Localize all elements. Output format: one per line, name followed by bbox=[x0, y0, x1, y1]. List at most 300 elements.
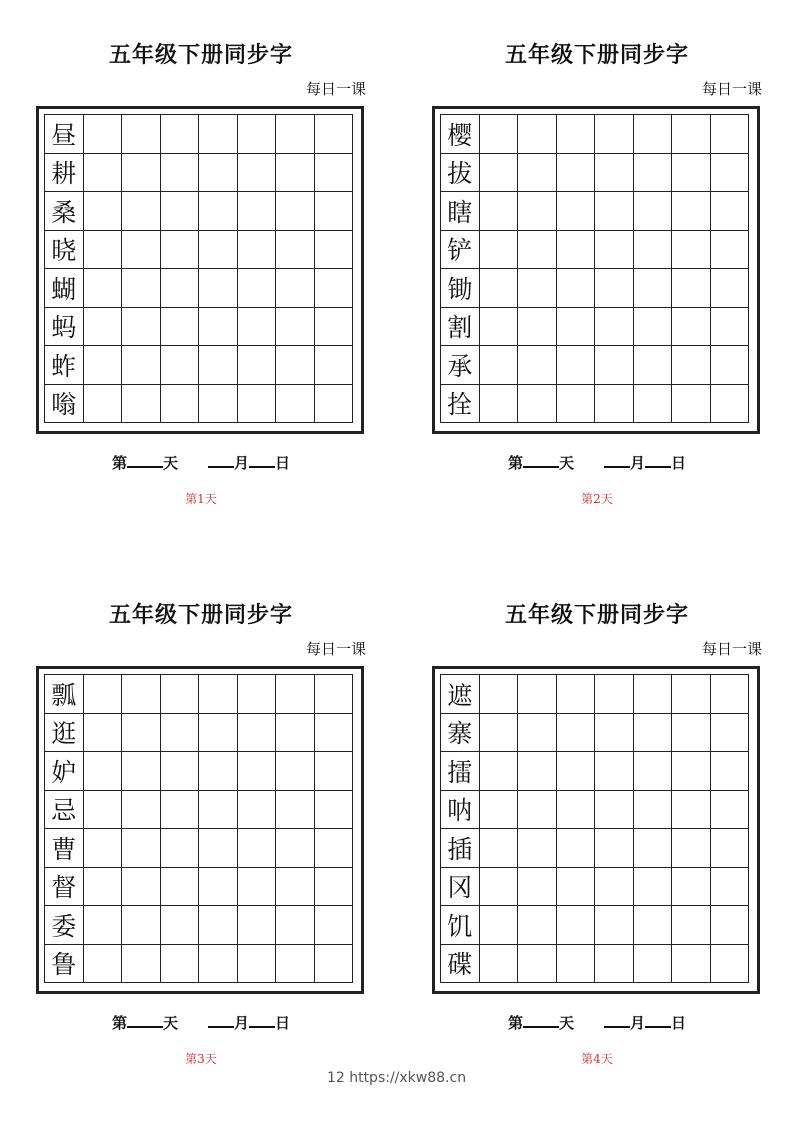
practice-cell[interactable] bbox=[122, 269, 161, 308]
practice-cell[interactable] bbox=[518, 945, 557, 984]
model-char-cell: 樱 bbox=[441, 115, 480, 154]
writing-grid-box bbox=[36, 666, 364, 994]
model-char-cell: 拔 bbox=[441, 154, 480, 193]
model-char-cell: 忌 bbox=[45, 791, 84, 830]
practice-cell[interactable] bbox=[634, 829, 673, 868]
practice-cell[interactable] bbox=[595, 346, 634, 385]
practice-cell[interactable] bbox=[672, 308, 711, 347]
practice-cell[interactable] bbox=[672, 752, 711, 791]
practice-cell[interactable] bbox=[595, 945, 634, 984]
practice-cell[interactable] bbox=[238, 829, 277, 868]
practice-cell[interactable] bbox=[238, 115, 277, 154]
practice-cell[interactable] bbox=[557, 714, 596, 753]
practice-cell[interactable] bbox=[84, 308, 123, 347]
date-line bbox=[36, 1012, 366, 1033]
practice-cell[interactable] bbox=[276, 752, 315, 791]
practice-cell[interactable] bbox=[595, 154, 634, 193]
model-char-cell: 蚂 bbox=[45, 308, 84, 347]
practice-cell[interactable] bbox=[557, 945, 596, 984]
practice-cell[interactable] bbox=[595, 115, 634, 154]
practice-cell[interactable] bbox=[315, 868, 354, 907]
practice-cell[interactable] bbox=[238, 192, 277, 231]
practice-cell[interactable] bbox=[199, 752, 238, 791]
practice-cell[interactable] bbox=[557, 829, 596, 868]
practice-cell[interactable] bbox=[518, 231, 557, 270]
practice-cell[interactable] bbox=[276, 945, 315, 984]
practice-cell[interactable] bbox=[557, 346, 596, 385]
practice-cell[interactable] bbox=[315, 269, 354, 308]
practice-cell[interactable] bbox=[161, 675, 200, 714]
practice-cell[interactable] bbox=[634, 269, 673, 308]
practice-cell[interactable] bbox=[122, 829, 161, 868]
practice-cell[interactable] bbox=[238, 269, 277, 308]
practice-cell[interactable] bbox=[238, 945, 277, 984]
practice-cell[interactable] bbox=[672, 714, 711, 753]
practice-cell[interactable] bbox=[518, 269, 557, 308]
page-footer: 12 https://xkw88.cn bbox=[326, 1070, 467, 1086]
model-char-cell: 饥 bbox=[441, 906, 480, 945]
practice-cell[interactable] bbox=[634, 675, 673, 714]
practice-cell[interactable] bbox=[276, 154, 315, 193]
model-char-cell: 插 bbox=[441, 829, 480, 868]
practice-cell[interactable] bbox=[672, 231, 711, 270]
practice-cell[interactable] bbox=[122, 308, 161, 347]
model-char-cell: 呐 bbox=[441, 791, 480, 830]
practice-cell[interactable] bbox=[711, 115, 750, 154]
practice-cell[interactable] bbox=[518, 752, 557, 791]
practice-cell[interactable] bbox=[480, 192, 519, 231]
model-char-cell: 割 bbox=[441, 308, 480, 347]
practice-cell[interactable] bbox=[711, 752, 750, 791]
practice-cell[interactable] bbox=[711, 675, 750, 714]
date-di: 第 bbox=[507, 1014, 523, 1032]
model-char-cell: 昼 bbox=[45, 115, 84, 154]
model-char-cell: 蝴 bbox=[45, 269, 84, 308]
date-tian: 天 bbox=[558, 1014, 574, 1032]
practice-cell[interactable] bbox=[480, 752, 519, 791]
practice-cell[interactable] bbox=[122, 154, 161, 193]
day-blank[interactable] bbox=[523, 1014, 559, 1028]
date-line bbox=[36, 452, 366, 473]
model-char-cell: 瓢 bbox=[45, 675, 84, 714]
practice-cell[interactable] bbox=[315, 714, 354, 753]
date-yue: 月 bbox=[234, 454, 250, 472]
practice-cell[interactable] bbox=[161, 868, 200, 907]
practice-cell[interactable] bbox=[199, 346, 238, 385]
practice-cell[interactable] bbox=[480, 269, 519, 308]
model-char-cell: 寨 bbox=[441, 714, 480, 753]
practice-cell[interactable] bbox=[199, 906, 238, 945]
practice-cell[interactable] bbox=[557, 906, 596, 945]
practice-cell[interactable] bbox=[480, 346, 519, 385]
practice-cell[interactable] bbox=[122, 192, 161, 231]
practice-cell[interactable] bbox=[711, 346, 750, 385]
practice-cell[interactable] bbox=[518, 115, 557, 154]
practice-cell[interactable] bbox=[634, 752, 673, 791]
practice-cell[interactable] bbox=[84, 231, 123, 270]
practice-cell[interactable] bbox=[276, 906, 315, 945]
date-ri: 日 bbox=[671, 454, 687, 472]
practice-cell[interactable] bbox=[238, 906, 277, 945]
writing-grid bbox=[440, 114, 749, 423]
practice-cell[interactable] bbox=[161, 385, 200, 424]
practice-cell[interactable] bbox=[595, 752, 634, 791]
practice-cell[interactable] bbox=[238, 154, 277, 193]
practice-cell[interactable] bbox=[161, 714, 200, 753]
practice-cell[interactable] bbox=[711, 385, 750, 424]
model-char-cell: 晓 bbox=[45, 231, 84, 270]
practice-cell[interactable] bbox=[315, 752, 354, 791]
practice-cell[interactable] bbox=[557, 385, 596, 424]
panel-subtitle: 每日一课 bbox=[305, 80, 366, 98]
date-di: 第 bbox=[111, 1014, 127, 1032]
practice-cell[interactable] bbox=[199, 192, 238, 231]
practice-cell[interactable] bbox=[711, 906, 750, 945]
practice-cell[interactable] bbox=[122, 714, 161, 753]
practice-cell[interactable] bbox=[84, 675, 123, 714]
practice-cell[interactable] bbox=[634, 945, 673, 984]
practice-cell[interactable] bbox=[161, 154, 200, 193]
model-char-cell: 碟 bbox=[441, 945, 480, 984]
practice-cell[interactable] bbox=[238, 231, 277, 270]
panel-title: 五年级下册同步字 bbox=[504, 42, 689, 68]
practice-cell[interactable] bbox=[199, 868, 238, 907]
practice-cell[interactable] bbox=[711, 154, 750, 193]
practice-cell[interactable] bbox=[84, 714, 123, 753]
practice-cell[interactable] bbox=[199, 154, 238, 193]
practice-cell[interactable] bbox=[595, 308, 634, 347]
model-char-cell: 曹 bbox=[45, 829, 84, 868]
practice-cell[interactable] bbox=[276, 308, 315, 347]
practice-cell[interactable] bbox=[518, 308, 557, 347]
practice-cell[interactable] bbox=[238, 752, 277, 791]
day-label: 第4天 bbox=[581, 1052, 613, 1066]
practice-cell[interactable] bbox=[672, 906, 711, 945]
model-char-cell: 擂 bbox=[441, 752, 480, 791]
practice-cell[interactable] bbox=[634, 714, 673, 753]
practice-cell[interactable] bbox=[480, 714, 519, 753]
practice-cell[interactable] bbox=[161, 791, 200, 830]
practice-cell[interactable] bbox=[84, 192, 123, 231]
date-tian: 天 bbox=[162, 1014, 178, 1032]
practice-cell[interactable] bbox=[518, 868, 557, 907]
practice-cell[interactable] bbox=[238, 385, 277, 424]
date-blank[interactable] bbox=[645, 454, 671, 468]
practice-cell[interactable] bbox=[199, 269, 238, 308]
practice-cell[interactable] bbox=[161, 906, 200, 945]
practice-cell[interactable] bbox=[276, 269, 315, 308]
practice-cell[interactable] bbox=[711, 791, 750, 830]
practice-cell[interactable] bbox=[557, 154, 596, 193]
practice-cell[interactable] bbox=[84, 868, 123, 907]
practice-cell[interactable] bbox=[84, 385, 123, 424]
writing-grid bbox=[44, 114, 353, 423]
panel-title: 五年级下册同步字 bbox=[108, 602, 293, 628]
practice-cell[interactable] bbox=[84, 945, 123, 984]
practice-cell[interactable] bbox=[595, 192, 634, 231]
practice-cell[interactable] bbox=[480, 791, 519, 830]
practice-cell[interactable] bbox=[480, 154, 519, 193]
practice-cell[interactable] bbox=[518, 675, 557, 714]
panel-subtitle: 每日一课 bbox=[701, 80, 762, 98]
date-yue: 月 bbox=[630, 454, 646, 472]
practice-cell[interactable] bbox=[634, 791, 673, 830]
practice-cell[interactable] bbox=[315, 945, 354, 984]
practice-cell[interactable] bbox=[518, 192, 557, 231]
practice-cell[interactable] bbox=[84, 154, 123, 193]
practice-cell[interactable] bbox=[161, 752, 200, 791]
practice-cell[interactable] bbox=[595, 829, 634, 868]
practice-cell[interactable] bbox=[276, 231, 315, 270]
practice-cell[interactable] bbox=[711, 945, 750, 984]
practice-cell[interactable] bbox=[672, 346, 711, 385]
date-yue: 月 bbox=[234, 1014, 250, 1032]
practice-cell[interactable] bbox=[238, 308, 277, 347]
practice-cell[interactable] bbox=[480, 231, 519, 270]
model-char-cell: 铲 bbox=[441, 231, 480, 270]
practice-cell[interactable] bbox=[518, 829, 557, 868]
practice-cell[interactable] bbox=[672, 192, 711, 231]
writing-grid-box bbox=[432, 666, 760, 994]
practice-cell[interactable] bbox=[161, 192, 200, 231]
practice-cell[interactable] bbox=[315, 154, 354, 193]
practice-cell[interactable] bbox=[238, 346, 277, 385]
date-tian: 天 bbox=[558, 454, 574, 472]
practice-cell[interactable] bbox=[480, 385, 519, 424]
model-char-cell: 遮 bbox=[441, 675, 480, 714]
practice-cell[interactable] bbox=[634, 192, 673, 231]
practice-cell[interactable] bbox=[161, 115, 200, 154]
model-char-cell: 瞎 bbox=[441, 192, 480, 231]
practice-cell[interactable] bbox=[199, 115, 238, 154]
day-blank[interactable] bbox=[127, 1014, 163, 1028]
month-blank[interactable] bbox=[208, 454, 234, 468]
practice-cell[interactable] bbox=[315, 346, 354, 385]
practice-cell[interactable] bbox=[634, 154, 673, 193]
date-ri: 日 bbox=[275, 1014, 291, 1032]
practice-cell[interactable] bbox=[595, 714, 634, 753]
practice-cell[interactable] bbox=[238, 714, 277, 753]
practice-cell[interactable] bbox=[557, 675, 596, 714]
practice-cell[interactable] bbox=[672, 791, 711, 830]
practice-cell[interactable] bbox=[518, 154, 557, 193]
date-ri: 日 bbox=[671, 1014, 687, 1032]
model-char-cell: 桑 bbox=[45, 192, 84, 231]
practice-cell[interactable] bbox=[199, 231, 238, 270]
practice-cell[interactable] bbox=[711, 829, 750, 868]
practice-cell[interactable] bbox=[199, 385, 238, 424]
practice-cell[interactable] bbox=[595, 906, 634, 945]
practice-cell[interactable] bbox=[161, 308, 200, 347]
practice-cell[interactable] bbox=[199, 308, 238, 347]
practice-cell[interactable] bbox=[518, 346, 557, 385]
practice-cell[interactable] bbox=[672, 269, 711, 308]
practice-cell[interactable] bbox=[634, 346, 673, 385]
practice-cell[interactable] bbox=[315, 192, 354, 231]
practice-cell[interactable] bbox=[315, 906, 354, 945]
date-line bbox=[432, 452, 762, 473]
model-char-cell: 锄 bbox=[441, 269, 480, 308]
practice-cell[interactable] bbox=[161, 346, 200, 385]
practice-cell[interactable] bbox=[84, 752, 123, 791]
practice-cell[interactable] bbox=[557, 115, 596, 154]
practice-cell[interactable] bbox=[161, 829, 200, 868]
practice-cell[interactable] bbox=[84, 829, 123, 868]
practice-cell[interactable] bbox=[315, 308, 354, 347]
practice-cell[interactable] bbox=[84, 346, 123, 385]
practice-cell[interactable] bbox=[595, 675, 634, 714]
practice-cell[interactable] bbox=[480, 945, 519, 984]
practice-cell[interactable] bbox=[480, 906, 519, 945]
practice-cell[interactable] bbox=[84, 115, 123, 154]
practice-cell[interactable] bbox=[199, 714, 238, 753]
practice-cell[interactable] bbox=[557, 868, 596, 907]
practice-cell[interactable] bbox=[276, 346, 315, 385]
practice-cell[interactable] bbox=[161, 269, 200, 308]
practice-cell[interactable] bbox=[315, 791, 354, 830]
practice-cell[interactable] bbox=[711, 231, 750, 270]
date-yue: 月 bbox=[630, 1014, 646, 1032]
day-label: 第2天 bbox=[581, 492, 613, 506]
practice-cell[interactable] bbox=[276, 714, 315, 753]
practice-cell[interactable] bbox=[672, 115, 711, 154]
practice-cell[interactable] bbox=[276, 829, 315, 868]
date-di: 第 bbox=[111, 454, 127, 472]
writing-grid-box bbox=[432, 106, 760, 434]
practice-cell[interactable] bbox=[199, 675, 238, 714]
practice-cell[interactable] bbox=[84, 269, 123, 308]
day-blank[interactable] bbox=[523, 454, 559, 468]
practice-cell[interactable] bbox=[557, 308, 596, 347]
practice-cell[interactable] bbox=[480, 308, 519, 347]
practice-cell[interactable] bbox=[238, 791, 277, 830]
practice-cell[interactable] bbox=[122, 385, 161, 424]
practice-cell[interactable] bbox=[518, 385, 557, 424]
practice-cell[interactable] bbox=[557, 269, 596, 308]
practice-cell[interactable] bbox=[672, 385, 711, 424]
practice-cell[interactable] bbox=[711, 308, 750, 347]
practice-cell[interactable] bbox=[276, 791, 315, 830]
practice-cell[interactable] bbox=[122, 231, 161, 270]
practice-cell[interactable] bbox=[238, 675, 277, 714]
day-label: 第1天 bbox=[185, 492, 217, 506]
model-char-cell: 嗡 bbox=[45, 385, 84, 424]
practice-cell[interactable] bbox=[634, 385, 673, 424]
practice-cell[interactable] bbox=[672, 868, 711, 907]
day-label: 第3天 bbox=[185, 1052, 217, 1066]
practice-cell[interactable] bbox=[315, 675, 354, 714]
practice-cell[interactable] bbox=[315, 385, 354, 424]
practice-cell[interactable] bbox=[595, 385, 634, 424]
practice-cell[interactable] bbox=[672, 675, 711, 714]
practice-cell[interactable] bbox=[122, 115, 161, 154]
practice-cell[interactable] bbox=[595, 868, 634, 907]
panel-subtitle: 每日一课 bbox=[305, 640, 366, 658]
practice-cell[interactable] bbox=[199, 945, 238, 984]
practice-cell[interactable] bbox=[711, 192, 750, 231]
practice-cell[interactable] bbox=[672, 945, 711, 984]
model-char-cell: 逛 bbox=[45, 714, 84, 753]
practice-cell[interactable] bbox=[276, 115, 315, 154]
practice-cell[interactable] bbox=[480, 829, 519, 868]
writing-grid-box bbox=[36, 106, 364, 434]
month-blank[interactable] bbox=[208, 1014, 234, 1028]
date-blank[interactable] bbox=[645, 1014, 671, 1028]
practice-cell[interactable] bbox=[557, 231, 596, 270]
practice-cell[interactable] bbox=[122, 346, 161, 385]
practice-cell[interactable] bbox=[480, 868, 519, 907]
practice-cell[interactable] bbox=[315, 829, 354, 868]
practice-cell[interactable] bbox=[595, 269, 634, 308]
writing-grid bbox=[44, 674, 353, 983]
practice-cell[interactable] bbox=[161, 231, 200, 270]
practice-cell[interactable] bbox=[122, 868, 161, 907]
model-char-cell: 承 bbox=[441, 346, 480, 385]
practice-cell[interactable] bbox=[84, 906, 123, 945]
practice-cell[interactable] bbox=[276, 868, 315, 907]
day-blank[interactable] bbox=[127, 454, 163, 468]
practice-cell[interactable] bbox=[557, 791, 596, 830]
model-char-cell: 鲁 bbox=[45, 945, 84, 984]
practice-cell[interactable] bbox=[276, 675, 315, 714]
date-blank[interactable] bbox=[249, 454, 275, 468]
practice-cell[interactable] bbox=[711, 868, 750, 907]
practice-cell[interactable] bbox=[557, 192, 596, 231]
month-blank[interactable] bbox=[604, 1014, 630, 1028]
practice-cell[interactable] bbox=[595, 791, 634, 830]
model-char-cell: 委 bbox=[45, 906, 84, 945]
practice-cell[interactable] bbox=[315, 115, 354, 154]
practice-cell[interactable] bbox=[711, 714, 750, 753]
practice-cell[interactable] bbox=[518, 906, 557, 945]
practice-cell[interactable] bbox=[199, 829, 238, 868]
practice-cell[interactable] bbox=[634, 115, 673, 154]
practice-cell[interactable] bbox=[161, 945, 200, 984]
practice-cell[interactable] bbox=[122, 906, 161, 945]
practice-cell[interactable] bbox=[315, 231, 354, 270]
practice-cell[interactable] bbox=[518, 791, 557, 830]
practice-cell[interactable] bbox=[122, 791, 161, 830]
practice-cell[interactable] bbox=[672, 154, 711, 193]
practice-cell[interactable] bbox=[122, 675, 161, 714]
model-char-cell: 拴 bbox=[441, 385, 480, 424]
practice-cell[interactable] bbox=[634, 906, 673, 945]
model-char-cell: 蚱 bbox=[45, 346, 84, 385]
practice-cell[interactable] bbox=[122, 752, 161, 791]
panel-title: 五年级下册同步字 bbox=[108, 42, 293, 68]
practice-cell[interactable] bbox=[84, 791, 123, 830]
practice-cell[interactable] bbox=[122, 945, 161, 984]
practice-cell[interactable] bbox=[634, 868, 673, 907]
model-char-cell: 妒 bbox=[45, 752, 84, 791]
practice-cell[interactable] bbox=[276, 192, 315, 231]
practice-cell[interactable] bbox=[480, 115, 519, 154]
practice-cell[interactable] bbox=[672, 829, 711, 868]
practice-cell[interactable] bbox=[518, 714, 557, 753]
practice-cell[interactable] bbox=[199, 791, 238, 830]
practice-cell[interactable] bbox=[634, 231, 673, 270]
practice-cell[interactable] bbox=[711, 269, 750, 308]
date-tian: 天 bbox=[162, 454, 178, 472]
practice-cell[interactable] bbox=[480, 675, 519, 714]
date-blank[interactable] bbox=[249, 1014, 275, 1028]
practice-cell[interactable] bbox=[238, 868, 277, 907]
practice-cell[interactable] bbox=[557, 752, 596, 791]
practice-cell[interactable] bbox=[634, 308, 673, 347]
practice-cell[interactable] bbox=[276, 385, 315, 424]
month-blank[interactable] bbox=[604, 454, 630, 468]
practice-cell[interactable] bbox=[595, 231, 634, 270]
